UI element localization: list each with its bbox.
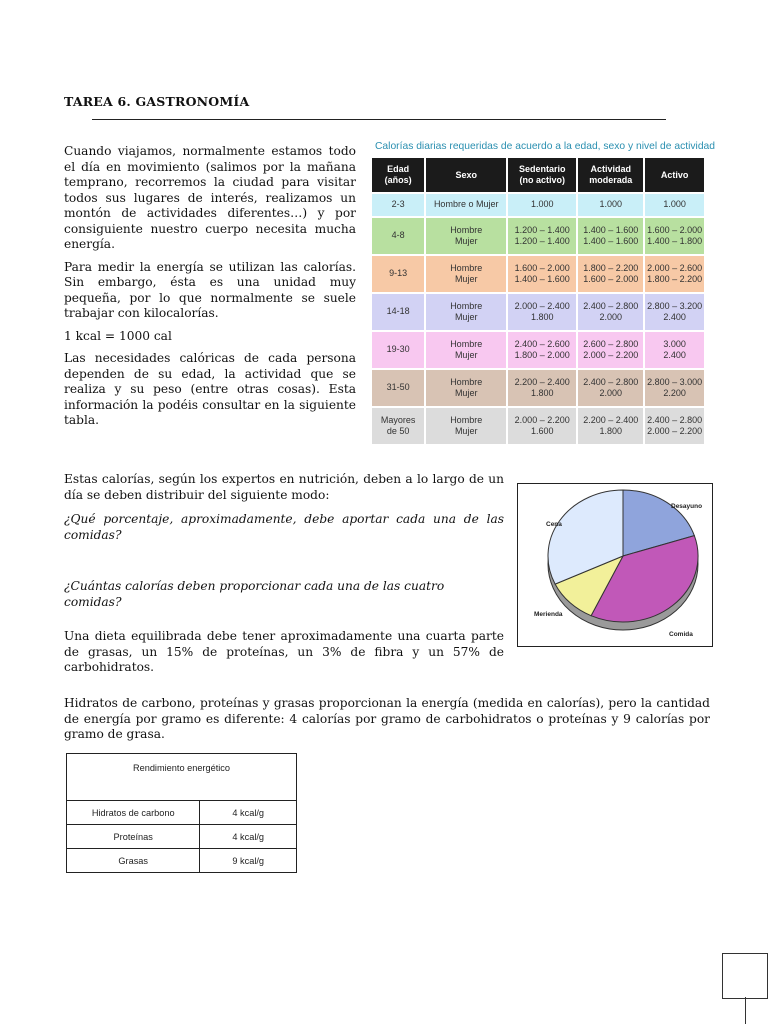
energy-row-name: Hidratos de carbono: [67, 801, 200, 825]
calorie-header-cell: Sedentario (no activo): [508, 158, 576, 192]
calorie-cell: Hombre Mujer: [426, 256, 506, 292]
calorie-cell: Hombre Mujer: [426, 332, 506, 368]
calorie-cell: 9-13: [372, 256, 424, 292]
energy-row-value: 4 kcal/g: [200, 825, 297, 849]
pie-label-cena: Cena: [546, 521, 562, 528]
calorie-row: [372, 256, 704, 292]
diet-paragraph: Una dieta equilibrada debe tener aproximadamente una cuarta parte de grasas, un 15% de proteínas, un 3% de fibra y un 57% de carbohidratos.: [64, 629, 504, 674]
calorie-table-title: Calorías diarias requeridas de acuerdo a la edad, sexo y nivel de actividad: [375, 141, 715, 152]
calorie-cell: 2.200 – 2.400 1.800: [508, 370, 576, 406]
calorie-cell: 2.400 – 2.800 2.000: [578, 370, 643, 406]
calorie-header-cell: Sexo: [426, 158, 506, 192]
energy-row-name: Grasas: [67, 849, 200, 873]
calorie-table-body: [372, 194, 704, 444]
kcal-equivalence: 1 kcal = 1000 cal: [64, 328, 172, 343]
question-percentage: ¿Qué porcentaje, aproximadamente, debe aportar cada una de las comidas?: [64, 512, 504, 542]
calorie-cell: 1.000: [578, 194, 643, 216]
title-divider: [92, 119, 666, 120]
calorie-table-block: [370, 141, 715, 446]
calorie-cell: 2.400 – 2.800 2.000 – 2.200: [645, 408, 704, 444]
calorie-cell: 1.800 – 2.200 1.600 – 2.000: [578, 256, 643, 292]
calorie-cell: 2.200 – 2.400 1.800: [578, 408, 643, 444]
calorie-header-cell: Activo: [645, 158, 704, 192]
calorie-cell: 1.000: [508, 194, 576, 216]
calorie-row: [372, 194, 704, 216]
energy-yield-table: [66, 753, 297, 873]
calorie-header-cell: Edad (años): [372, 158, 424, 192]
energy-row-carbs: [67, 801, 297, 825]
calorie-cell: 1.400 – 1.600 1.400 – 1.600: [578, 218, 643, 254]
energy-paragraph: Hidratos de carbono, proteínas y grasas proporcionan la energía (medida en calorías), pero la cantidad de energía por gramo es diferente: 4 calorías por gramo de carbohidratos o proteínas y 9 calorías por gramo de grasa.: [64, 696, 710, 741]
calorie-cell: 2.000 – 2.200 1.600: [508, 408, 576, 444]
intro-paragraph-4: Las necesidades calóricas de cada persona dependen de su edad, la actividad que se realiza y su peso (entre otras cosas). Esta información la podéis consultar en la siguiente tabla.: [64, 351, 356, 427]
calorie-header-cell: Actividad moderada: [578, 158, 643, 192]
pie-label-merienda: Merienda: [534, 611, 563, 618]
energy-row-proteins: [67, 825, 297, 849]
calorie-row: [372, 294, 704, 330]
calorie-cell: Mayores de 50: [372, 408, 424, 444]
pie-label-desayuno: Desayuno: [671, 503, 703, 510]
calorie-cell: 31-50: [372, 370, 424, 406]
intro-paragraph-1: Cuando viajamos, normalmente estamos todo el día en movimiento (salimos por la mañana temprano, recorremos la ciudad para visitar todos sus lugares de interés, realizamos un montón de actividades diferentes…) y por consiguiente nuestro cuerpo necesita mucha energía.: [64, 144, 356, 251]
calorie-cell: 2.800 – 3.000 2.200: [645, 370, 704, 406]
intro-column: [64, 144, 356, 436]
calorie-cell: Hombre Mujer: [426, 370, 506, 406]
calorie-row: [372, 408, 704, 444]
calorie-cell: 1.000: [645, 194, 704, 216]
question-calories: ¿Cuántas calorías deben proporcionar cada una de las cuatro comidas?: [64, 579, 445, 609]
calorie-row: [372, 370, 704, 406]
page-title: TAREA 6. GASTRONOMÍA: [64, 94, 250, 109]
calorie-cell: 2.800 – 3.200 2.400: [645, 294, 704, 330]
page-corner-box: [722, 953, 768, 999]
calorie-cell: Hombre Mujer: [426, 294, 506, 330]
calorie-cell: 19-30: [372, 332, 424, 368]
energy-row-name: Proteínas: [67, 825, 200, 849]
pie-label-comida: Comida: [669, 631, 693, 638]
energy-row-value: 9 kcal/g: [200, 849, 297, 873]
calorie-cell: Hombre Mujer: [426, 408, 506, 444]
energy-row-value: 4 kcal/g: [200, 801, 297, 825]
calorie-table: [370, 156, 706, 446]
intro-paragraph-2: Para medir la energía se utilizan las calorías. Sin embargo, ésta es una unidad muy pequeña, por lo que normalmente se suele trabajar con kilocalorías.: [64, 259, 356, 320]
energy-table-header: Rendimiento energético: [67, 754, 297, 801]
calorie-cell: 2.400 – 2.800 2.000: [578, 294, 643, 330]
calorie-row: [372, 332, 704, 368]
calorie-cell: 14-18: [372, 294, 424, 330]
calorie-cell: 4-8: [372, 218, 424, 254]
calorie-cell: Hombre o Mujer: [426, 194, 506, 216]
calorie-cell: 2.000 – 2.400 1.800: [508, 294, 576, 330]
calorie-table-header: [372, 158, 704, 192]
calorie-cell: 3.000 2.400: [645, 332, 704, 368]
meal-distribution-pie-chart: [517, 483, 713, 647]
calorie-cell: 2.600 – 2.800 2.000 – 2.200: [578, 332, 643, 368]
energy-row-fats: [67, 849, 297, 873]
calorie-cell: 2.400 – 2.600 1.800 – 2.000: [508, 332, 576, 368]
calorie-cell: 1.600 – 2.000 1.400 – 1.600: [508, 256, 576, 292]
calorie-cell: 2.000 – 2.600 1.800 – 2.200: [645, 256, 704, 292]
calorie-row: [372, 218, 704, 254]
page-corner-line: [745, 997, 746, 1024]
calorie-cell: 1.600 – 2.000 1.400 – 1.800: [645, 218, 704, 254]
calorie-cell: 1.200 – 1.400 1.200 – 1.400: [508, 218, 576, 254]
calorie-cell: Hombre Mujer: [426, 218, 506, 254]
calorie-cell: 2-3: [372, 194, 424, 216]
distribution-paragraph: Estas calorías, según los expertos en nutrición, deben a lo largo de un día se deben distribuir del siguiente modo:: [64, 472, 504, 502]
